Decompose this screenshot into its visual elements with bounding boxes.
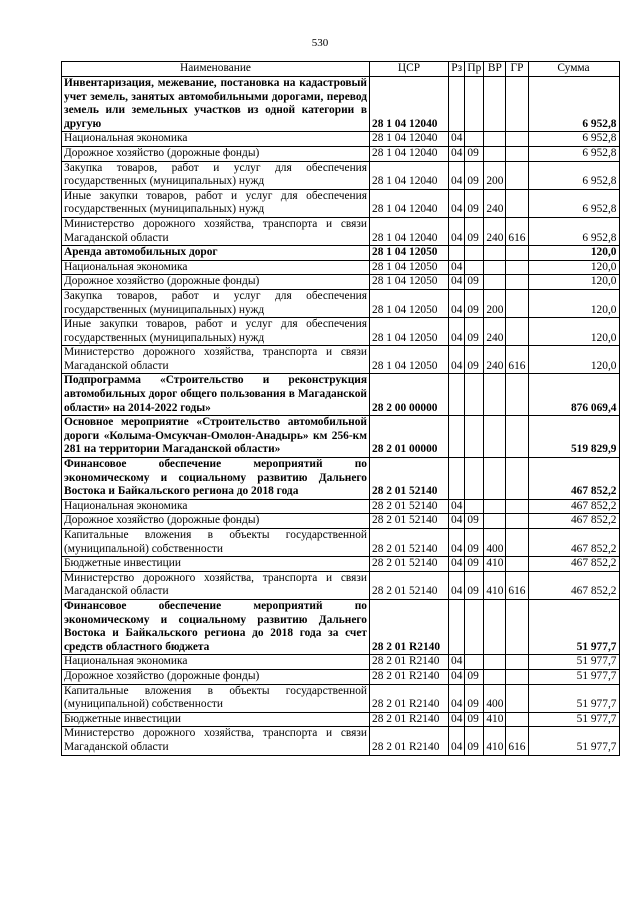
cell-pr [465,499,484,514]
cell-rz: 04 [449,289,465,317]
cell-sum: 51 977,7 [528,655,619,670]
header-gr: ГР [506,62,528,77]
table-row [62,189,620,217]
cell-vr: 240 [484,346,506,374]
cell-sum: 120,0 [528,318,619,346]
cell-pr [465,458,484,500]
cell-csr: 28 1 04 12050 [370,289,449,317]
header-rz: Рз [449,62,465,77]
table-row [62,346,620,374]
cell-gr [506,132,528,147]
table-row [62,599,620,654]
cell-name: Национальная экономика [62,655,370,670]
cell-vr [484,458,506,500]
header-vr: ВР [484,62,506,77]
cell-rz: 04 [449,669,465,684]
table-header-row [62,62,620,77]
cell-rz: 04 [449,571,465,599]
cell-gr: 616 [506,571,528,599]
cell-name: Иные закупки товаров, работ и услуг для обеспечения государственных (муниципальных) нужд [62,189,370,217]
table-row [62,557,620,572]
table-row [62,275,620,290]
cell-csr: 28 1 04 12050 [370,346,449,374]
cell-sum: 519 829,9 [528,416,619,458]
cell-vr [484,146,506,161]
budget-table [61,61,620,756]
cell-csr: 28 1 04 12040 [370,217,449,245]
cell-rz: 04 [449,727,465,755]
cell-name: Национальная экономика [62,499,370,514]
cell-csr: 28 2 00 00000 [370,374,449,416]
cell-name: Закупка товаров, работ и услуг для обеспечения государственных (муниципальных) нужд [62,161,370,189]
table-row [62,416,620,458]
cell-csr: 28 1 04 12050 [370,275,449,290]
table-row [62,289,620,317]
cell-vr: 400 [484,684,506,712]
cell-sum: 467 852,2 [528,499,619,514]
cell-name: Министерство дорожного хозяйства, транспорта и связи Магаданской области [62,217,370,245]
cell-csr: 28 1 04 12040 [370,77,449,132]
cell-gr [506,499,528,514]
cell-csr: 28 1 04 12050 [370,318,449,346]
cell-pr [465,599,484,654]
cell-sum: 51 977,7 [528,712,619,727]
cell-rz: 04 [449,161,465,189]
cell-name: Дорожное хозяйство (дорожные фонды) [62,514,370,529]
cell-gr [506,655,528,670]
cell-pr [465,132,484,147]
cell-vr: 200 [484,289,506,317]
cell-pr [465,246,484,261]
cell-sum: 6 952,8 [528,189,619,217]
cell-name: Основное мероприятие «Строительство автомобильной дороги «Колыма-Омсукчан-Омолон-Анадырь» км 256-км 281 на территории Магаданской области» [62,416,370,458]
cell-sum: 120,0 [528,346,619,374]
cell-rz: 04 [449,146,465,161]
cell-rz: 04 [449,684,465,712]
cell-pr: 09 [465,346,484,374]
cell-vr [484,499,506,514]
page-number: 530 [311,37,329,49]
cell-csr: 28 2 01 R2140 [370,712,449,727]
cell-sum: 467 852,2 [528,514,619,529]
cell-sum: 467 852,2 [528,529,619,557]
table-row [62,514,620,529]
cell-name: Национальная экономика [62,132,370,147]
cell-gr [506,514,528,529]
cell-vr [484,246,506,261]
cell-sum: 51 977,7 [528,684,619,712]
header-pr: Пр [465,62,484,77]
cell-gr [506,374,528,416]
cell-gr [506,669,528,684]
cell-vr [484,374,506,416]
cell-name: Инвентаризация, межевание, постановка на кадастровый учет земель, занятых автомобильными дорогами, перевод земель или земельных участков из одной категории в другую [62,77,370,132]
cell-csr: 28 2 01 52140 [370,529,449,557]
cell-gr: 616 [506,346,528,374]
table-row [62,246,620,261]
cell-gr: 616 [506,727,528,755]
cell-pr [465,416,484,458]
cell-pr: 09 [465,727,484,755]
cell-csr: 28 1 04 12040 [370,146,449,161]
cell-sum: 51 977,7 [528,599,619,654]
cell-pr: 09 [465,217,484,245]
cell-rz: 04 [449,217,465,245]
cell-gr [506,458,528,500]
cell-pr [465,260,484,275]
cell-sum: 467 852,2 [528,571,619,599]
cell-csr: 28 1 04 12040 [370,189,449,217]
cell-gr [506,684,528,712]
table-row [62,217,620,245]
cell-pr [465,374,484,416]
cell-pr: 09 [465,161,484,189]
cell-rz: 04 [449,514,465,529]
table-row [62,727,620,755]
cell-rz: 04 [449,132,465,147]
cell-vr [484,132,506,147]
cell-name: Бюджетные инвестиции [62,557,370,572]
cell-gr [506,557,528,572]
cell-csr: 28 2 01 52140 [370,458,449,500]
cell-csr: 28 2 01 52140 [370,571,449,599]
cell-name: Финансовое обеспечение мероприятий по экономическому и социальному развитию Дальнего Востока и Байкальского региона до 2018 года за счет средств областного бюджета [62,599,370,654]
table-row [62,132,620,147]
cell-gr [506,712,528,727]
cell-vr: 240 [484,189,506,217]
cell-rz [449,599,465,654]
cell-gr [506,189,528,217]
cell-rz: 04 [449,189,465,217]
cell-csr: 28 1 04 12040 [370,161,449,189]
cell-csr: 28 2 01 R2140 [370,655,449,670]
cell-pr: 09 [465,712,484,727]
cell-name: Иные закупки товаров, работ и услуг для обеспечения государственных (муниципальных) нужд [62,318,370,346]
cell-gr [506,161,528,189]
cell-sum: 467 852,2 [528,458,619,500]
cell-gr [506,289,528,317]
cell-pr: 09 [465,189,484,217]
header-csr: ЦСР [370,62,449,77]
cell-gr [506,146,528,161]
cell-gr [506,599,528,654]
cell-sum: 6 952,8 [528,132,619,147]
cell-gr [506,416,528,458]
table-row [62,529,620,557]
table-row [62,669,620,684]
cell-vr: 240 [484,217,506,245]
cell-csr: 28 2 01 52140 [370,514,449,529]
cell-name: Капитальные вложения в объекты государственной (муниципальной) собственности [62,684,370,712]
cell-vr [484,260,506,275]
cell-sum: 120,0 [528,246,619,261]
cell-gr [506,246,528,261]
cell-gr: 616 [506,217,528,245]
cell-csr: 28 1 04 12050 [370,260,449,275]
cell-pr: 09 [465,275,484,290]
cell-name: Дорожное хозяйство (дорожные фонды) [62,669,370,684]
cell-rz: 04 [449,275,465,290]
cell-rz: 04 [449,260,465,275]
table-row [62,260,620,275]
cell-pr: 09 [465,557,484,572]
cell-sum: 6 952,8 [528,146,619,161]
cell-rz [449,458,465,500]
cell-pr: 09 [465,571,484,599]
cell-gr [506,318,528,346]
cell-sum: 51 977,7 [528,669,619,684]
cell-sum: 6 952,8 [528,217,619,245]
cell-gr [506,275,528,290]
cell-sum: 467 852,2 [528,557,619,572]
cell-vr: 240 [484,318,506,346]
cell-csr: 28 2 01 R2140 [370,669,449,684]
cell-vr [484,77,506,132]
cell-pr [465,77,484,132]
table-row [62,161,620,189]
cell-rz: 04 [449,346,465,374]
cell-csr: 28 2 01 R2140 [370,727,449,755]
cell-csr: 28 2 01 R2140 [370,599,449,654]
cell-gr [506,77,528,132]
cell-pr: 09 [465,289,484,317]
cell-vr [484,275,506,290]
cell-name: Капитальные вложения в объекты государственной (муниципальной) собственности [62,529,370,557]
table-row [62,684,620,712]
cell-name: Дорожное хозяйство (дорожные фонды) [62,275,370,290]
cell-name: Национальная экономика [62,260,370,275]
cell-gr [506,260,528,275]
cell-csr: 28 2 01 52140 [370,499,449,514]
cell-rz: 04 [449,529,465,557]
cell-vr [484,669,506,684]
cell-vr [484,416,506,458]
cell-pr: 09 [465,514,484,529]
table-row [62,499,620,514]
cell-vr: 410 [484,712,506,727]
table-row [62,146,620,161]
cell-name: Министерство дорожного хозяйства, транспорта и связи Магаданской области [62,727,370,755]
cell-name: Дорожное хозяйство (дорожные фонды) [62,146,370,161]
table-row [62,458,620,500]
cell-rz [449,246,465,261]
cell-name: Аренда автомобильных дорог [62,246,370,261]
cell-name: Закупка товаров, работ и услуг для обеспечения государственных (муниципальных) нужд [62,289,370,317]
table-row [62,374,620,416]
cell-pr: 09 [465,146,484,161]
cell-name: Финансовое обеспечение мероприятий по экономическому и социальному развитию Дальнего Востока и Байкальского региона до 2018 года [62,458,370,500]
cell-rz [449,77,465,132]
cell-csr: 28 1 04 12040 [370,132,449,147]
header-name: Наименование [62,62,370,77]
cell-rz: 04 [449,318,465,346]
cell-pr: 09 [465,669,484,684]
cell-vr: 410 [484,571,506,599]
cell-name: Министерство дорожного хозяйства, транспорта и связи Магаданской области [62,571,370,599]
cell-vr [484,514,506,529]
cell-rz [449,416,465,458]
cell-sum: 120,0 [528,275,619,290]
cell-name: Подпрограмма «Строительство и реконструкция автомобильных дорог общего пользования в Магаданской области» на 2014-2022 годы» [62,374,370,416]
table-row [62,318,620,346]
cell-sum: 6 952,8 [528,161,619,189]
table-row [62,77,620,132]
table-row [62,712,620,727]
cell-vr: 400 [484,529,506,557]
cell-vr: 200 [484,161,506,189]
table-row [62,655,620,670]
table-row [62,571,620,599]
cell-rz: 04 [449,655,465,670]
cell-sum: 120,0 [528,289,619,317]
cell-csr: 28 2 01 R2140 [370,684,449,712]
cell-sum: 51 977,7 [528,727,619,755]
cell-rz: 04 [449,557,465,572]
cell-csr: 28 2 01 52140 [370,557,449,572]
cell-rz: 04 [449,712,465,727]
cell-vr: 410 [484,557,506,572]
cell-csr: 28 2 01 00000 [370,416,449,458]
cell-name: Бюджетные инвестиции [62,712,370,727]
cell-csr: 28 1 04 12050 [370,246,449,261]
cell-pr: 09 [465,684,484,712]
cell-gr [506,529,528,557]
header-sum: Сумма [528,62,619,77]
cell-vr [484,655,506,670]
cell-sum: 6 952,8 [528,77,619,132]
cell-sum: 876 069,4 [528,374,619,416]
cell-pr [465,655,484,670]
cell-vr [484,599,506,654]
cell-rz [449,374,465,416]
cell-vr: 410 [484,727,506,755]
cell-rz: 04 [449,499,465,514]
cell-sum: 120,0 [528,260,619,275]
cell-pr: 09 [465,529,484,557]
cell-name: Министерство дорожного хозяйства, транспорта и связи Магаданской области [62,346,370,374]
cell-pr: 09 [465,318,484,346]
